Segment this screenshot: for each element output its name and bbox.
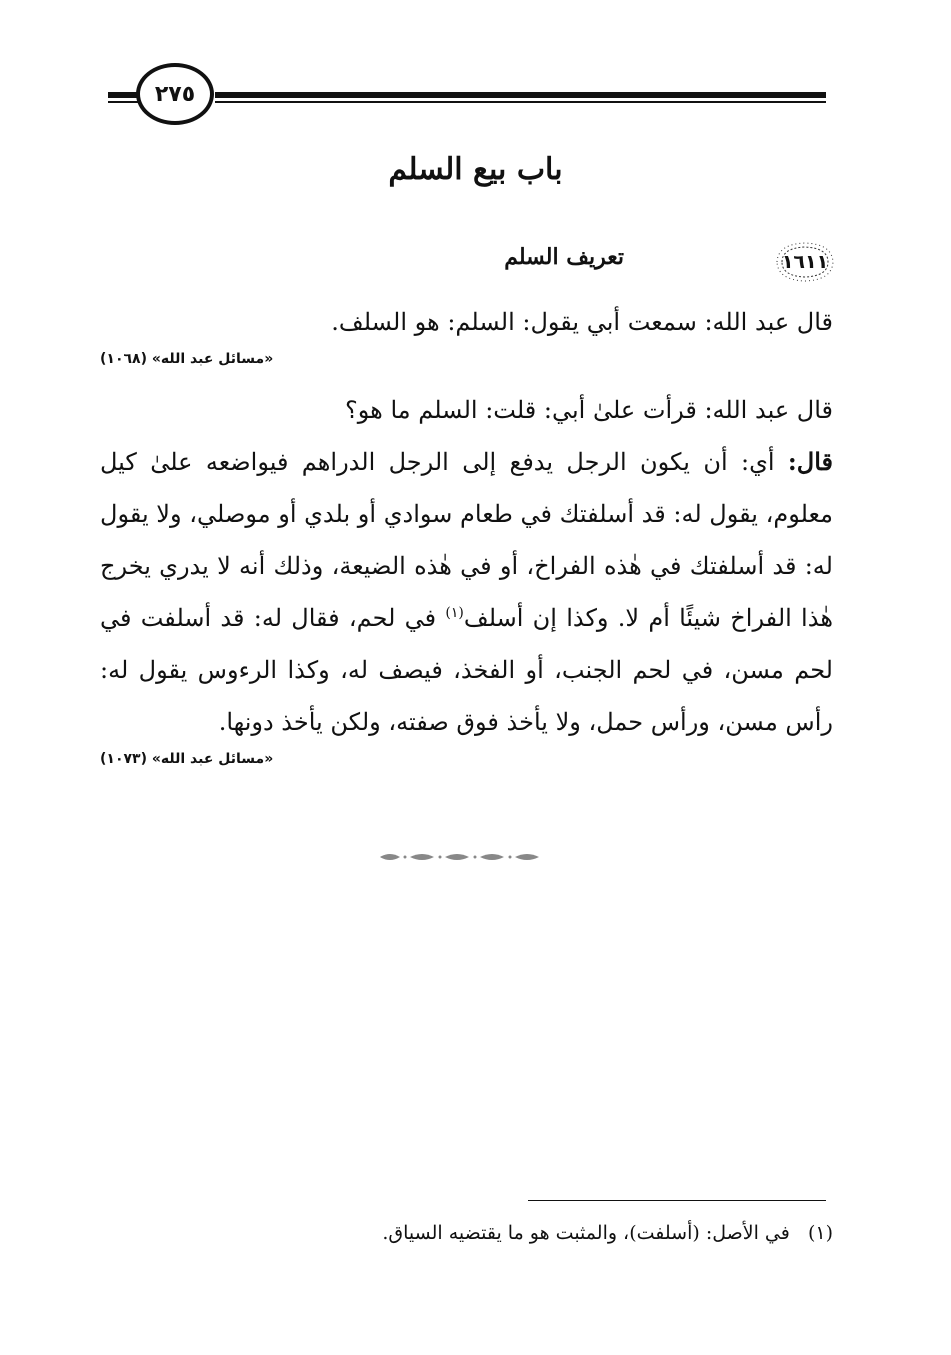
- divider-ornament-icon: [370, 850, 555, 864]
- answer-lead: قال:: [787, 447, 833, 476]
- footnote: [200, 1222, 833, 1244]
- entry-2-answer: [100, 436, 833, 748]
- page-number-frame: [136, 63, 214, 125]
- section-heading: [300, 242, 836, 282]
- answer-text-part1: أي: أن يكون الرجل يدفع إلى الرجل الدراهم فيواضعه علىٰ كيل معلوم، يقول له: قد أسلفتك في طعام سوادي أو بلدي أو موصلي، ولا يقول له: قد أسلفتك في هٰذه الفراخ، أو في هٰذه الضيعة، وذلك أنه لا يدري يخرج هٰذا الفراخ شيئًا أم لا. وكذا إن أسلف: [100, 448, 833, 632]
- entry-1: [100, 296, 833, 370]
- header-rule-thin: [215, 101, 826, 103]
- issue-number: ١٦١١: [781, 251, 829, 273]
- header-rule: [215, 92, 826, 98]
- entry-2: [100, 384, 833, 770]
- issue-number-badge: [774, 242, 836, 282]
- entry-1-text: قال عبد الله: سمعت أبي يقول: السلم: هو السلف.: [331, 308, 833, 336]
- header-rule-left-thin: [108, 101, 138, 103]
- answer-text-part2: في لحم، فقال له: قد أسلفت في لحم مسن، في لحم الجنب، أو الفخذ، فيصف له، وكذا الرءوس يقول له: رأس مسن، ورأس حمل، ولا يأخذ فوق صفته، ولكن يأخذ دونها.: [100, 604, 833, 736]
- entry-1-reference: «مسائل عبد الله» (١٠٦٨): [100, 351, 274, 367]
- entry-2-reference: «مسائل عبد الله» (١٠٧٣): [100, 751, 274, 767]
- footnote-rule: [528, 1200, 826, 1201]
- section-title: تعريف السلم: [504, 244, 624, 270]
- entry-2-question: قال عبد الله: قرأت علىٰ أبي: قلت: السلم ما هو؟: [345, 396, 833, 424]
- footnote-marker: (١): [445, 605, 464, 621]
- footnote-marker-label: (١): [807, 1222, 833, 1244]
- chapter-title: باب بيع السلم: [388, 152, 563, 187]
- page-number: ٢٧٥: [154, 81, 196, 107]
- header-rule-left: [108, 92, 138, 98]
- footnote-text: في الأصل: (أسلفت)، والمثبت هو ما يقتضيه السياق.: [382, 1222, 790, 1244]
